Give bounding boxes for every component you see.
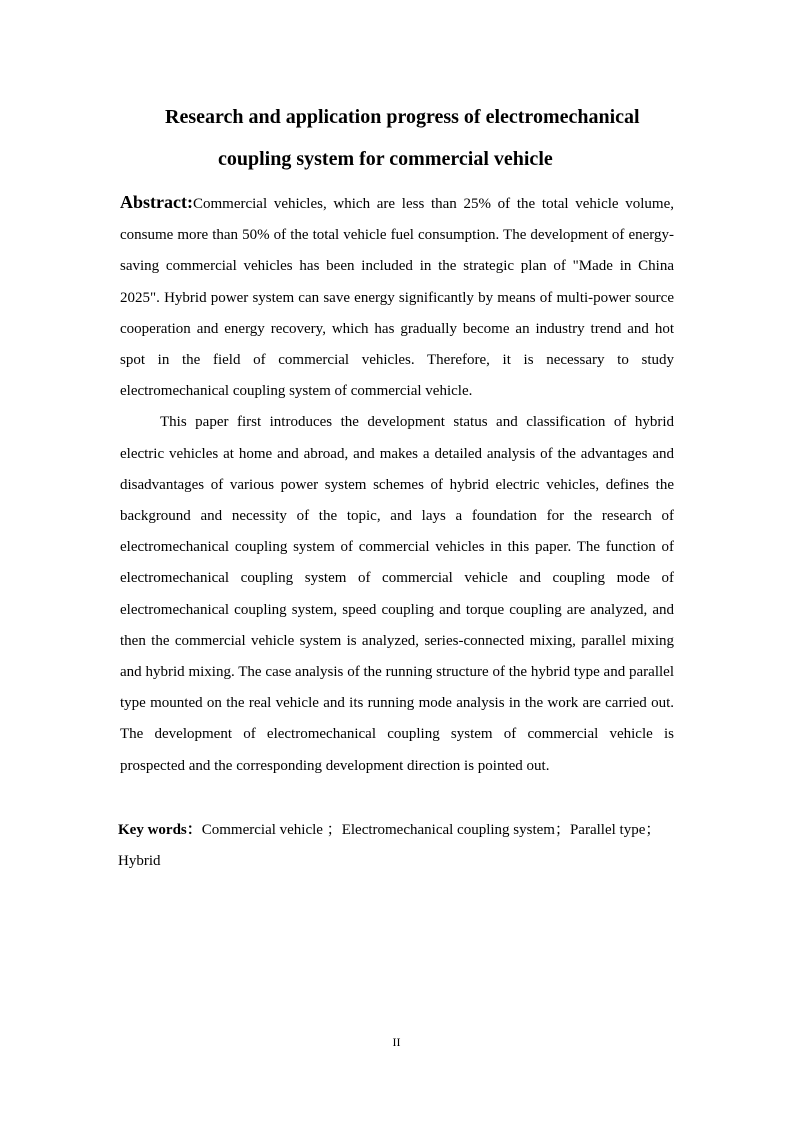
keywords-section <box>118 815 696 877</box>
paper-title-line-1: Research and application progress of electromechanical <box>165 106 640 128</box>
abstract-paragraph-2: This paper first introduces the development status and classification of hybrid electric vehicles at home and abroad, and makes a detailed analysis of the advantages and disadvantages of various power system schemes of hybrid electric vehicles, defines the background and necessity of the topic, and lays a foundation for the research of electromechanical coupling system of commercial vehicles in this paper. The function of electromechanical coupling system of commercial vehicle and coupling mode of electromechanical coupling system, speed coupling and torque coupling are analyzed, and then the commercial vehicle system is analyzed, series-connected mixing, parallel mixing and hybrid mixing. The case analysis of the running structure of the hybrid type and parallel type mounted on the real vehicle and its running mode analysis in the work are carried out. The development of electromechanical coupling system of commercial vehicle is prospected and the corresponding development direction is pointed out. <box>120 414 674 774</box>
keywords-line-2: Hybrid <box>118 853 161 870</box>
abstract-label: Abstract: <box>120 192 193 212</box>
abstract-paragraph-1 <box>120 187 674 407</box>
keywords-line-1: Commercial vehicle ；Electromechanical coupling system；Parallel type； <box>201 822 661 838</box>
paper-title-line-2: coupling system for commercial vehicle <box>218 148 553 170</box>
page-number: II <box>392 1035 401 1049</box>
abstract-paragraph-1-text: Commercial vehicles, which are less than 25% of the total vehicle volume, consume more than 50% of the total vehicle fuel consumption. The development of energy-saving commercial vehicles has been included in the strategic plan of "Made in China 2025". Hybrid power system can save energy significantly by means of multi-power source cooperation and energy recovery, which has gradually become an industry trend and hot spot in the field of commercial vehicles. Therefore, it is necessary to study electromechanical coupling system of commercial vehicle. <box>120 196 674 400</box>
keywords-label: Key words： <box>118 822 202 838</box>
abstract-section <box>120 187 674 782</box>
